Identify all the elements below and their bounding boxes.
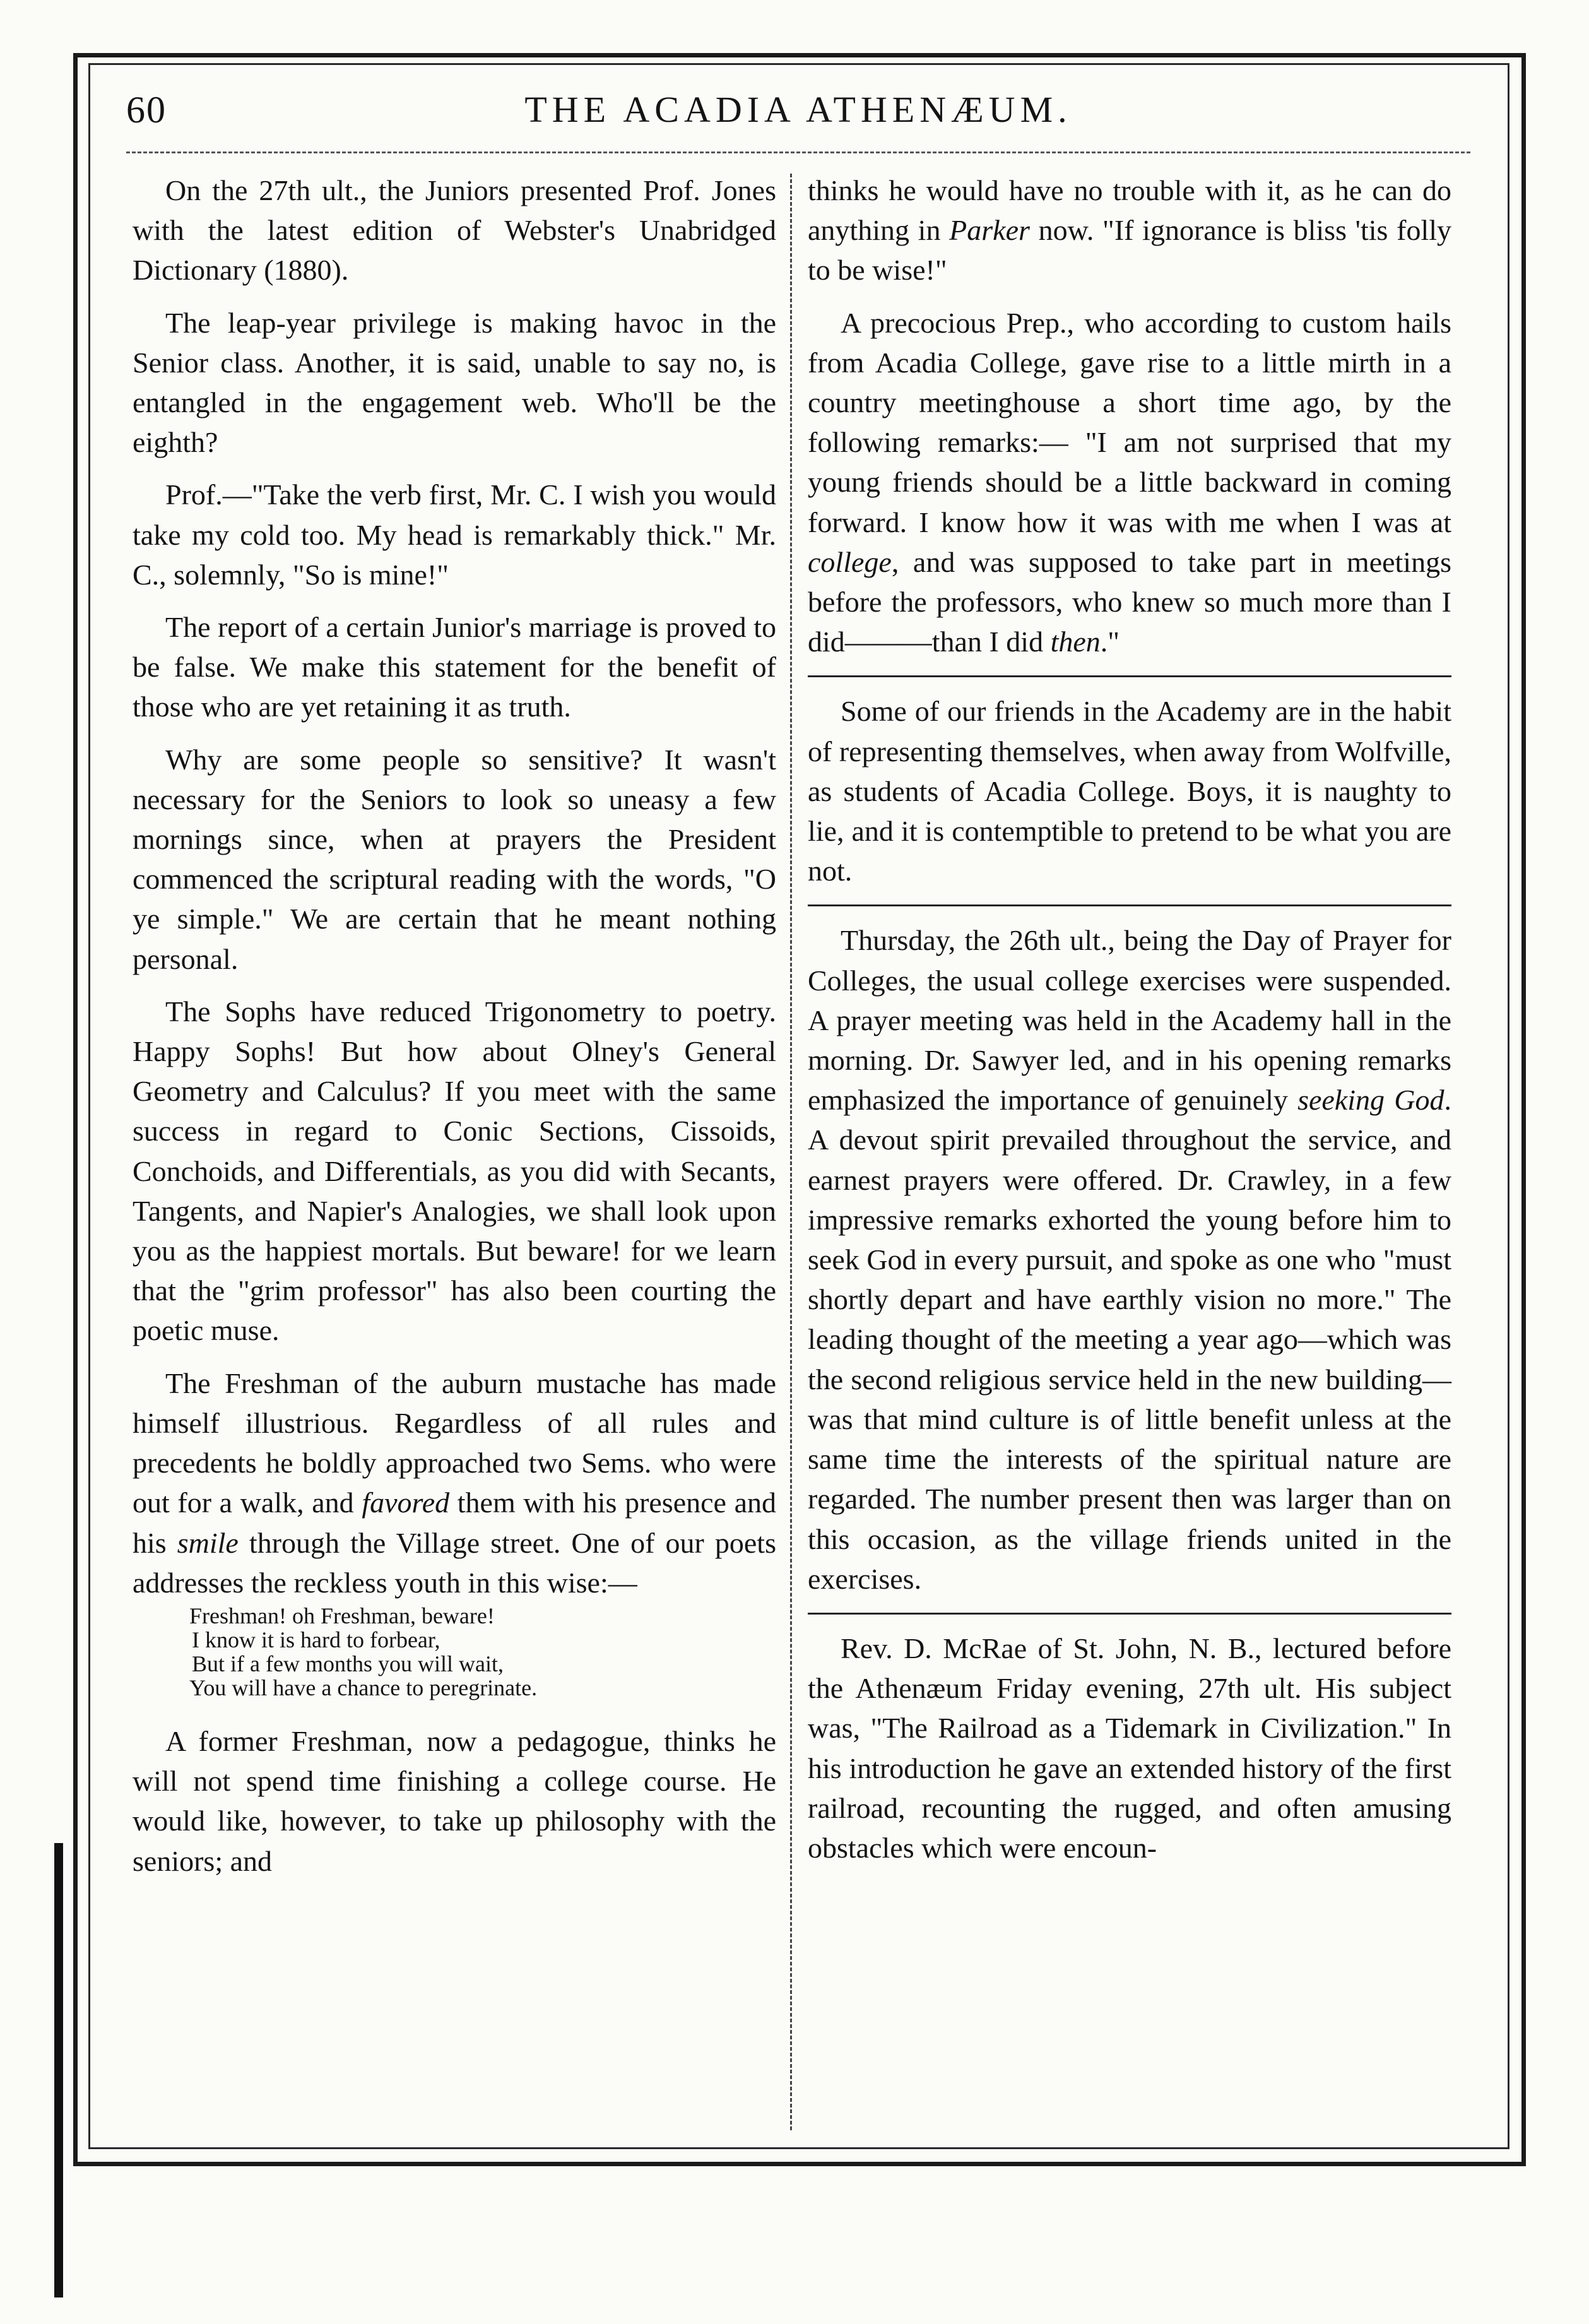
text-run: , and was supposed to take part in meetings before the professors, who knew so much more than I did———than I did	[808, 545, 1451, 658]
header-rule	[126, 151, 1470, 153]
running-title: THE ACADIA ATHENÆUM.	[524, 89, 1072, 130]
paragraph-mcrae-lecture: Rev. D. McRae of St. John, N. B., lectured before the Athenæum Friday evening, 27th ult. His subject was, "The Railroad as a Tidemark in Civilization." In his introduction he gave an extended history of the first railroad, recounting the rugged, and often amusing obstacles which were encoun-	[808, 1613, 1451, 1868]
italic-text: then	[1050, 625, 1101, 658]
page-header	[126, 88, 1470, 139]
left-column	[133, 170, 776, 1894]
italic-text: favored	[362, 1486, 450, 1519]
text-run: The Freshman of the auburn mustache has made himself illustrious. Regardless of all rules and precedents he boldly approached two Sems. who were out for a walk, and	[133, 1367, 776, 1519]
poem-verse	[189, 1604, 776, 1700]
italic-text: smile	[177, 1526, 239, 1559]
paragraph-leap-year: The leap-year privilege is making havoc in the Senior class. Another, it is said, unable to say no, is entangled in the engagement web. Who'll be the eighth?	[133, 306, 776, 459]
italic-text: Parker	[949, 214, 1030, 247]
column-divider	[790, 174, 792, 2130]
paragraph-day-of-prayer	[808, 904, 1451, 1598]
text-run: now. "If ignorance is bliss 'tis folly to be wise!"	[808, 214, 1452, 287]
verse-line: But if a few months you will wait,	[192, 1651, 504, 1676]
text-run: A precocious Prep., who according to custom hails from Acadia College, gave rise to a little mirth in a country meetinghouse a short time ago, by the following remarks:— "I am not surprised that my young friends should be a little backward in coming forward. I know how it was with me when I was at	[808, 306, 1451, 538]
text-run: them with his presence and his	[133, 1486, 777, 1559]
paragraph-sophs-poetry: The Sophs have reduced Trigonometry to poetry. Happy Sophs! But how about Olney's General Geometry and Calculus? If you meet with the same success in regard to Conic Sections, Cissoids, Conchoids, and Differentials, as you did with Secants, Tangents, and Napier's Analogies, we shall look upon you as the happiest mortals. But beware! for we learn that the "grim professor" has also been courting the poetic muse.	[133, 995, 776, 1347]
italic-text: seeking God	[1297, 1084, 1444, 1117]
paragraph-continued	[808, 170, 1451, 290]
italic-text: college	[808, 545, 892, 578]
text-run: through the Village street. One of our poets addresses the reckless youth in this wise:—	[133, 1526, 776, 1599]
paragraph-freshman-mustache	[133, 1363, 776, 1603]
text-run: Thursday, the 26th ult., being the Day of Prayer for Colleges, the usual college exercises were suspended. A prayer meeting was held in the Academy hall in the morning. Dr. Sawyer led, and in his opening remarks emphasized the importance of genuinely	[808, 924, 1451, 1117]
paragraph-sensitive: Why are some people so sensitive? It wasn't necessary for the Seniors to look so uneasy a few mornings since, when at prayers the President commenced the scriptural reading with the words, "O ye simple." We are certain that he meant nothing personal.	[133, 743, 776, 975]
paragraph-academy-friends: Some of our friends in the Academy are in the habit of representing themselves, when away from Wolfville, as students of Acadia College. Boys, it is naughty to lie, and it is contemptible to pretend to be what you are not.	[808, 675, 1451, 891]
verse-line: I know it is hard to forbear,	[192, 1627, 440, 1652]
paragraph-precocious-prep	[808, 303, 1451, 662]
binding-edge-shadow	[54, 1843, 63, 2297]
paragraph-verb-first: Prof.—"Take the verb first, Mr. C. I wish you would take my cold too. My head is remarkably thick." Mr. C., solemnly, "So is mine!"	[133, 478, 776, 591]
verse-line: Freshman! oh Freshman, beware!	[189, 1603, 495, 1628]
paragraph-former-freshman: A former Freshman, now a pedagogue, thinks he will not spend time finishing a college course. He would like, however, to take up philosophy with the seniors; and	[133, 1724, 776, 1877]
text-run: . A devout spirit prevailed throughout the service, and earnest prayers were offered. Dr. Crawley, in a few impressive remarks exhorted the young before him to seek God in every pursuit, and spoke as one who "must shortly depart and have earthly vision no more." The leading thought of the meeting a year ago—which was the second religious service held in the new building—was that mind culture is of little benefit unless at the same time the interests of the spiritual nature are regarded. The number present then was larger than on this occasion, as the village friends united in the exercises.	[808, 1084, 1451, 1595]
text-run: ."	[1100, 625, 1120, 658]
page-number: 60	[126, 89, 167, 131]
text-run: thinks he would have no trouble with it, as he can do anything in	[808, 174, 1451, 247]
verse-line: You will have a chance to peregrinate.	[189, 1675, 538, 1700]
paragraph-junior-marriage: The report of a certain Junior's marriage is proved to be false. We make this statement for the benefit of those who are yet retaining it as truth.	[133, 611, 776, 723]
paragraph-dictionary: On the 27th ult., the Juniors presented Prof. Jones with the latest edition of Webster's Unabridged Dictionary (1880).	[133, 174, 776, 287]
right-column	[808, 170, 1451, 1880]
